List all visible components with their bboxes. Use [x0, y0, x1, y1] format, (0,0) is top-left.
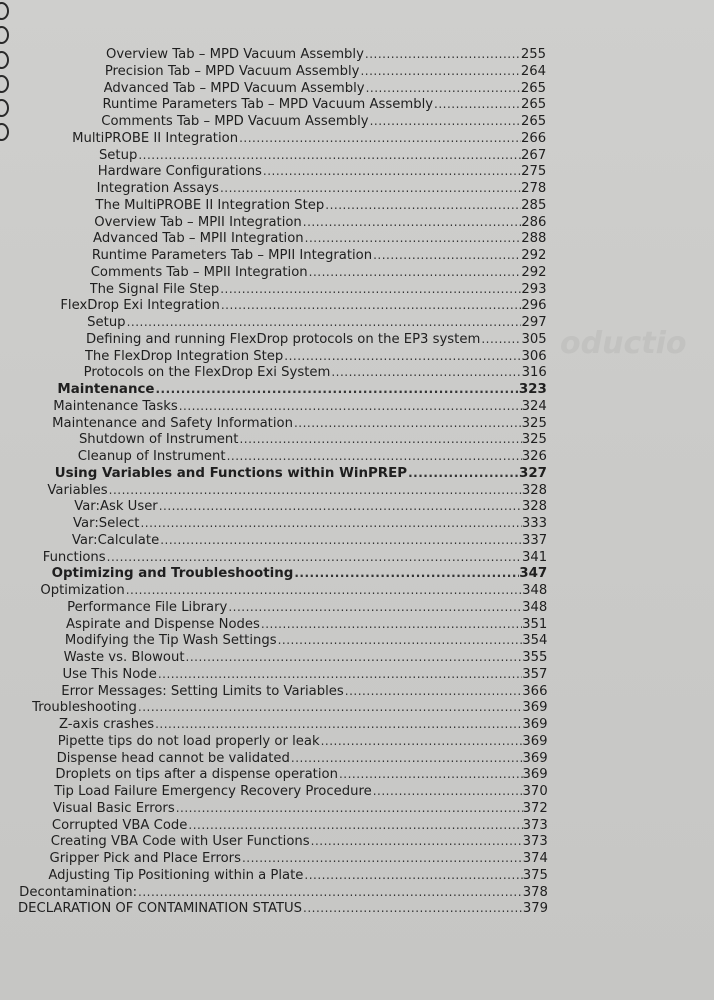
toc-entry-title: Dispense head cannot be validated — [56, 750, 290, 766]
toc-entry-page: 347 — [519, 566, 548, 582]
toc-entry-title: Overview Tab – MPII Integration — [94, 214, 302, 230]
toc-entry — [99, 147, 546, 164]
toc-entry-title: Defining and running FlexDrop protocols on the EP3 system — [86, 331, 481, 347]
toc-entry-page: 369 — [522, 767, 548, 783]
dot-leader — [294, 565, 519, 582]
toc-entry-page: 297 — [521, 315, 547, 330]
dot-leader — [107, 549, 522, 566]
toc-entry — [86, 331, 547, 348]
toc-entry-page: 305 — [521, 331, 547, 347]
toc-entry-title: Comments Tab – MPD Vacuum Assembly — [101, 114, 369, 129]
dot-leader — [176, 800, 523, 817]
toc-entry-page: 286 — [521, 214, 547, 230]
toc-entry-title: Visual Basic Errors — [53, 800, 175, 816]
toc-entry-title: Performance File Library — [67, 599, 228, 615]
toc-entry — [50, 850, 548, 867]
toc-entry-page: 278 — [521, 181, 547, 196]
toc-entry-page: 275 — [521, 164, 547, 180]
toc-entry-page: 373 — [522, 834, 548, 850]
toc-entry-title: Troubleshooting — [32, 700, 137, 716]
toc-entry-title: Droplets on tips after a dispense operation — [55, 767, 338, 783]
toc-entry-page: 292 — [521, 248, 547, 263]
toc-entry — [91, 264, 547, 281]
toc-entry-page: 265 — [520, 97, 547, 113]
toc-entry-page: 293 — [521, 281, 547, 297]
toc-entry — [97, 180, 547, 197]
toc-entry-title: Advanced Tab – MPD Vacuum Assembly — [103, 80, 365, 96]
toc-entry-title: Comments Tab – MPII Integration — [90, 264, 308, 280]
toc-entry-title: The FlexDrop Integration Step — [84, 348, 284, 364]
toc-entry — [65, 632, 548, 649]
toc-entry-page: 323 — [518, 382, 547, 397]
dot-leader — [138, 884, 523, 901]
dot-leader — [155, 716, 522, 733]
dot-leader — [284, 348, 521, 365]
toc-entry-title: Setup — [87, 315, 126, 330]
toc-entry-page: 369 — [522, 717, 548, 732]
toc-entry — [61, 683, 547, 700]
toc-entry-title: Setup — [98, 147, 138, 163]
toc-entry-title: Corrupted VBA Code — [51, 817, 188, 833]
toc-entry — [43, 549, 547, 566]
toc-entry-page: 369 — [522, 700, 548, 716]
toc-entry — [53, 800, 548, 817]
dot-leader — [339, 766, 523, 783]
toc-entry-page: 327 — [519, 465, 547, 481]
dot-leader — [373, 247, 521, 264]
toc-entry — [94, 214, 546, 231]
toc-entry — [79, 431, 547, 448]
dot-leader — [188, 817, 522, 834]
toc-entry-title: Cleanup of Instrument — [77, 449, 226, 464]
toc-entry — [72, 532, 547, 549]
dot-leader — [278, 632, 523, 649]
toc-entry-page: 306 — [521, 348, 547, 364]
toc-entry-title: MultiPROBE II Integration — [72, 130, 239, 146]
dot-leader — [304, 867, 522, 884]
toc-entry — [51, 833, 548, 850]
dot-leader — [159, 498, 522, 515]
toc-entry — [90, 281, 547, 298]
toc-entry-page: 351 — [522, 616, 548, 632]
binding-hole-icon — [0, 75, 9, 93]
toc-entry-title: Decontamination: — [19, 884, 138, 900]
toc-entry — [106, 46, 546, 63]
dot-leader — [291, 750, 523, 767]
toc-entry-title: Tip Load Failure Emergency Recovery Procedure — [54, 784, 372, 799]
dot-leader — [360, 63, 520, 80]
toc-entry — [67, 599, 547, 616]
toc-entry-title: Waste vs. Blowout — [63, 650, 185, 665]
toc-entry — [98, 163, 547, 180]
toc-entry-page: 288 — [521, 231, 547, 247]
dot-leader — [160, 532, 522, 549]
toc-entry — [18, 900, 548, 917]
dot-leader — [434, 96, 521, 113]
toc-entry — [57, 750, 548, 767]
toc-entry-title: Var:Select — [73, 516, 140, 531]
toc-entry-page: 328 — [521, 499, 548, 515]
toc-entry-page: 366 — [522, 683, 548, 699]
toc-entry-page: 324 — [521, 398, 547, 414]
dot-leader — [138, 147, 521, 164]
toc-entry-page: 369 — [522, 750, 548, 766]
toc-entry-page: 325 — [521, 415, 547, 431]
toc-entry-page: 333 — [521, 516, 548, 531]
toc-entry — [54, 783, 547, 800]
toc-entry — [84, 364, 547, 381]
toc-entry-title: Creating VBA Code with User Functions — [50, 834, 310, 850]
toc-entry-page: 348 — [522, 599, 548, 615]
dot-leader — [109, 482, 522, 499]
toc-entry — [78, 448, 547, 465]
toc-entry — [66, 616, 547, 633]
toc-entry-page: 379 — [522, 901, 548, 917]
toc-entry — [64, 649, 548, 666]
toc-entry-title: Protocols on the FlexDrop Exi System — [83, 365, 331, 381]
dot-leader — [303, 214, 521, 231]
toc-entry — [58, 733, 548, 750]
toc-entry — [47, 482, 547, 499]
toc-entry-title: DECLARATION OF CONTAMINATION STATUS — [18, 901, 303, 917]
toc-entry-title: Variables — [47, 482, 108, 498]
toc-entry-title: Hardware Configurations — [97, 164, 262, 180]
toc-entry-page: 341 — [522, 549, 548, 565]
toc-entry-title: FlexDrop Exi Integration — [60, 298, 220, 314]
binding-hole-icon — [0, 99, 9, 117]
dot-leader — [263, 163, 521, 180]
toc-entry-page: 328 — [521, 482, 547, 498]
toc-entry — [87, 314, 546, 331]
toc-entry-page: 292 — [521, 264, 547, 280]
dot-leader — [311, 833, 523, 850]
dot-leader — [373, 783, 523, 800]
toc-entry-title: Var:Ask User — [74, 499, 158, 515]
toc-entry-page: 265 — [520, 114, 547, 129]
dot-leader — [345, 683, 523, 700]
toc-entry-page: 267 — [521, 147, 547, 163]
dot-leader — [408, 465, 519, 482]
toc-entry-title: The Signal File Step — [89, 281, 220, 297]
dot-leader — [242, 850, 523, 867]
toc-entry — [19, 884, 548, 901]
toc-entry-page: 375 — [522, 867, 548, 883]
toc-entry — [32, 699, 547, 716]
toc-entry-page: 374 — [522, 851, 548, 866]
toc-entry-page: 264 — [520, 63, 547, 79]
toc-entry-page: 265 — [520, 80, 547, 96]
dot-leader — [227, 448, 522, 465]
toc-entry-page: 325 — [521, 432, 547, 448]
toc-entry-page: 255 — [520, 47, 546, 62]
toc-entry-page: 266 — [521, 130, 547, 146]
toc-entry-title: Aspirate and Dispense Nodes — [66, 616, 260, 632]
dot-leader — [221, 297, 522, 314]
toc-entry — [95, 197, 546, 214]
toc-entry — [52, 565, 548, 582]
toc-entry-title: Optimizing and Troubleshooting — [51, 566, 294, 582]
dot-leader — [220, 281, 521, 298]
toc-entry-title: Error Messages: Setting Limits to Variables — [61, 683, 344, 699]
toc-entry-title: Maintenance — [57, 382, 155, 397]
toc-entry — [55, 465, 547, 482]
dot-leader — [186, 649, 523, 666]
toc-entry — [48, 867, 548, 884]
dot-leader — [140, 515, 521, 532]
dot-leader — [179, 398, 522, 415]
dot-leader — [239, 130, 521, 147]
toc-entry-title: Integration Assays — [96, 181, 219, 196]
toc-entry-page: 348 — [522, 583, 548, 598]
binding-hole-icon — [0, 2, 9, 20]
dot-leader — [126, 582, 522, 599]
toc-entry — [62, 666, 547, 683]
dot-leader — [138, 699, 522, 716]
toc-entry-title: Var:Calculate — [71, 532, 160, 548]
toc-entry-title: Runtime Parameters Tab – MPII Integration — [91, 248, 373, 263]
dot-leader — [261, 616, 522, 633]
toc-entry — [52, 415, 547, 432]
toc-entry-page: 316 — [521, 365, 547, 381]
dot-leader — [370, 113, 521, 130]
toc-entry-page: 369 — [522, 733, 548, 749]
toc-entry-page: 373 — [522, 817, 548, 833]
toc-entry-page: 357 — [522, 666, 548, 682]
toc-entry — [55, 766, 547, 783]
toc-entry-title: Precision Tab – MPD Vacuum Assembly — [104, 63, 360, 79]
toc-entry — [102, 96, 546, 113]
binding-hole-icon — [0, 51, 9, 69]
toc-entry-title: Overview Tab – MPD Vacuum Assembly — [106, 47, 364, 62]
dot-leader — [309, 264, 522, 281]
toc-entry-title: Pipette tips do not load properly or leak — [57, 733, 320, 749]
binding-hole-icon — [0, 26, 9, 44]
dot-leader — [294, 415, 522, 432]
toc-entry-title: Using Variables and Functions within WinPREP — [54, 465, 408, 481]
toc-entry-title: Modifying the Tip Wash Settings — [64, 633, 277, 649]
toc-entry-title: Use This Node — [62, 666, 157, 682]
dot-leader — [156, 381, 519, 398]
toc-entry-title: Advanced Tab – MPII Integration — [93, 231, 304, 247]
toc-entry — [52, 817, 548, 834]
dot-leader — [305, 230, 522, 247]
toc-entry — [74, 498, 547, 515]
toc-entry — [92, 247, 547, 264]
toc-entry — [57, 381, 546, 398]
toc-entry-title: Adjusting Tip Positioning within a Plate — [48, 867, 304, 883]
dot-leader — [127, 314, 522, 331]
dot-leader — [220, 180, 521, 197]
toc-entry-title: Maintenance and Safety Information — [52, 415, 293, 431]
toc-entry-page: 370 — [522, 784, 548, 799]
toc-entry-title: Optimization — [40, 583, 125, 598]
dot-leader — [228, 599, 522, 616]
dot-leader — [481, 331, 521, 348]
toc-entry-page: 337 — [521, 532, 548, 548]
toc-entry — [40, 582, 547, 599]
show-through-text: oductio — [560, 326, 687, 361]
toc-entry-page: 285 — [521, 197, 547, 213]
dot-leader — [303, 900, 523, 917]
toc-entry-title: Maintenance Tasks — [53, 398, 178, 414]
toc-entry — [101, 113, 546, 130]
toc-entry — [72, 130, 546, 147]
toc-entry-title: Shutdown of Instrument — [78, 432, 239, 448]
toc-entry-title: Z-axis crashes — [58, 717, 155, 732]
toc-entry — [93, 230, 546, 247]
toc-entry-page: 355 — [522, 650, 548, 665]
dot-leader — [331, 364, 521, 381]
toc-entry — [59, 716, 548, 733]
toc-entry-page: 372 — [522, 800, 548, 816]
dot-leader — [366, 80, 521, 97]
toc-entry — [53, 398, 547, 415]
toc-entry-page: 296 — [521, 298, 547, 314]
dot-leader — [325, 197, 521, 214]
dot-leader — [158, 666, 522, 683]
toc-entry-title: Gripper Pick and Place Errors — [49, 851, 241, 866]
toc-entry-title: Runtime Parameters Tab – MPD Vacuum Assembly — [102, 97, 434, 113]
toc-entry-page: 354 — [522, 633, 548, 649]
dot-leader — [239, 431, 521, 448]
binding-hole-icon — [0, 123, 9, 141]
toc-entry-title: The MultiPROBE II Integration Step — [95, 197, 325, 213]
toc-entry — [105, 63, 546, 80]
dot-leader — [321, 733, 523, 750]
toc-entry-page: 326 — [521, 449, 547, 464]
dot-leader — [365, 46, 521, 63]
toc-entry — [104, 80, 546, 97]
toc-entry — [85, 348, 547, 365]
toc-entry — [73, 515, 547, 532]
toc-entry — [60, 297, 546, 314]
toc-entry-title: Functions — [42, 549, 106, 565]
toc-entry-page: 378 — [522, 884, 548, 900]
